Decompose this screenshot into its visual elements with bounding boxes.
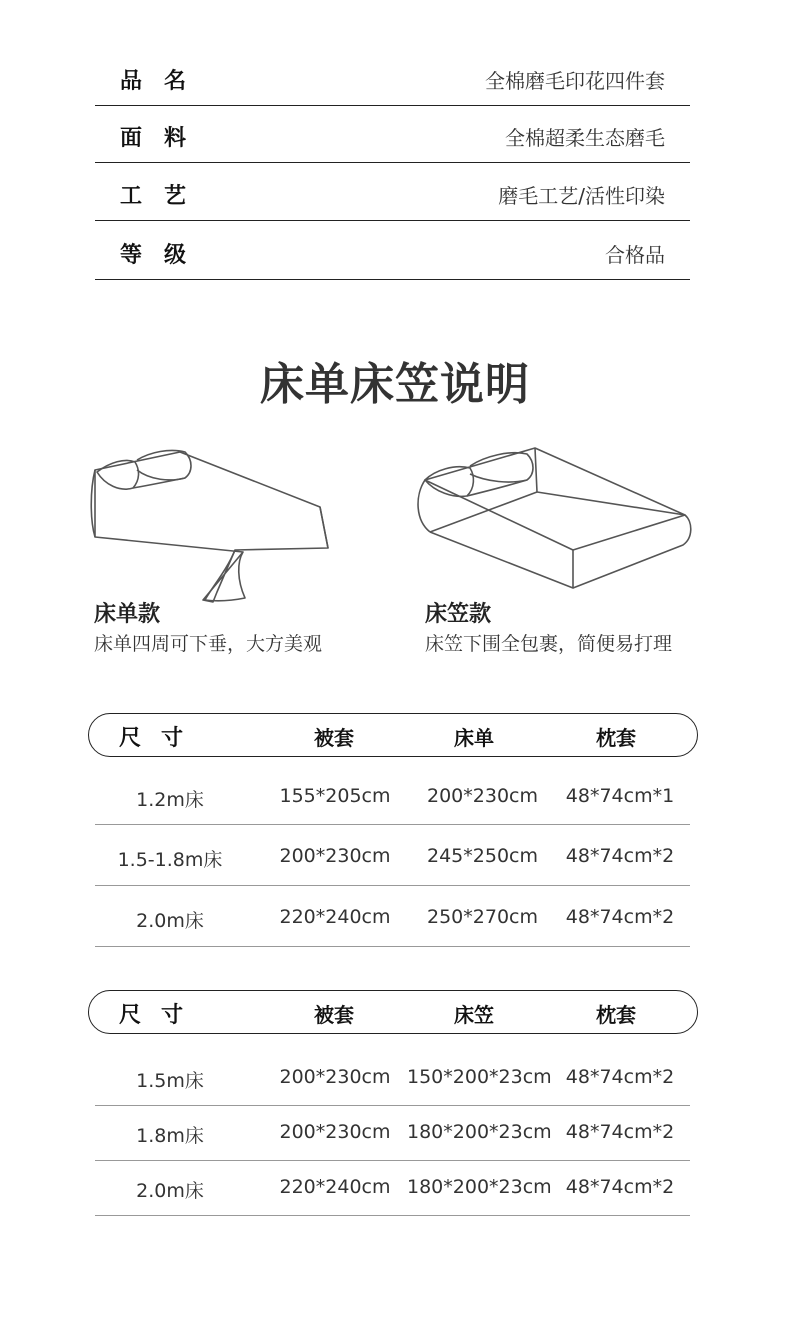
spec-value: 全棉磨毛印花四件套 (485, 69, 665, 93)
cell-pillowcase: 48*74cm*2 (565, 845, 675, 867)
spec-row-craft (95, 163, 690, 221)
fitted-sheet-title: 床笠款 (425, 602, 492, 627)
header-pillowcase: 枕套 (596, 1003, 636, 1027)
header-duvet: 被套 (314, 1003, 354, 1027)
table-row (95, 1160, 690, 1216)
spec-value: 全棉超柔生态磨毛 (505, 126, 665, 150)
table-row (95, 885, 690, 947)
flat-sheet-illustration (85, 440, 340, 610)
spec-key: 工艺 (120, 184, 209, 209)
spec-row-grade (95, 222, 690, 280)
flat-sheet-title: 床单款 (94, 602, 161, 627)
cell-duvet: 200*230cm (279, 1066, 391, 1088)
cell-size: 1.5m床 (136, 1070, 204, 1092)
fitted-sheet-desc: 床笠下围全包裹，简便易打理 (425, 633, 673, 655)
header-duvet: 被套 (314, 726, 354, 750)
table-row (95, 1105, 690, 1161)
table2-header (88, 990, 698, 1034)
spec-key: 等级 (120, 243, 209, 268)
flat-sheet-desc: 床单四周可下垂，大方美观 (94, 633, 323, 655)
table-row (95, 824, 690, 886)
cell-size: 2.0m床 (136, 1180, 204, 1202)
cell-pillowcase: 48*74cm*2 (565, 906, 675, 928)
cell-fitted: 150*200*23cm (407, 1066, 552, 1088)
fitted-sheet-illustration (415, 440, 695, 595)
cell-size: 2.0m床 (136, 910, 204, 932)
table-row (95, 1050, 690, 1106)
cell-fitted: 180*200*23cm (407, 1176, 552, 1198)
cell-pillowcase: 48*74cm*2 (565, 1066, 675, 1088)
cell-duvet: 155*205cm (279, 785, 391, 807)
cell-duvet: 200*230cm (279, 1121, 391, 1143)
cell-duvet: 220*240cm (279, 1176, 391, 1198)
cell-size: 1.5-1.8m床 (117, 849, 223, 871)
header-size: 尺寸 (119, 726, 204, 751)
cell-fitted: 180*200*23cm (407, 1121, 552, 1143)
table-row (95, 766, 690, 825)
cell-pillowcase-count: 1 (662, 785, 675, 807)
cell-duvet: 200*230cm (279, 845, 391, 867)
header-fitted-sheet: 床笠 (454, 1003, 494, 1027)
spec-row-product-name (95, 48, 690, 106)
spec-key: 面料 (120, 126, 209, 151)
header-size: 尺寸 (119, 1003, 204, 1028)
cell-pillowcase-size: 48*74cm* (565, 785, 663, 807)
spec-key: 品名 (120, 69, 209, 94)
spec-value: 合格品 (605, 243, 665, 267)
cell-pillowcase: 48*74cm*2 (565, 1121, 675, 1143)
table1-header (88, 713, 698, 757)
header-pillowcase: 枕套 (596, 726, 636, 750)
spec-value: 磨毛工艺/活性印染 (498, 184, 665, 208)
cell-sheet: 250*270cm (427, 906, 538, 928)
header-flat-sheet: 床单 (454, 726, 494, 750)
section-title: 床单床笠说明 (260, 359, 530, 410)
cell-size: 1.8m床 (136, 1125, 204, 1147)
cell-pillowcase (560, 785, 680, 807)
cell-duvet: 220*240cm (279, 906, 391, 928)
spec-row-fabric (95, 105, 690, 163)
cell-pillowcase: 48*74cm*2 (565, 1176, 675, 1198)
cell-sheet: 200*230cm (427, 785, 538, 807)
cell-sheet: 245*250cm (427, 845, 538, 867)
cell-size: 1.2m床 (136, 789, 204, 811)
